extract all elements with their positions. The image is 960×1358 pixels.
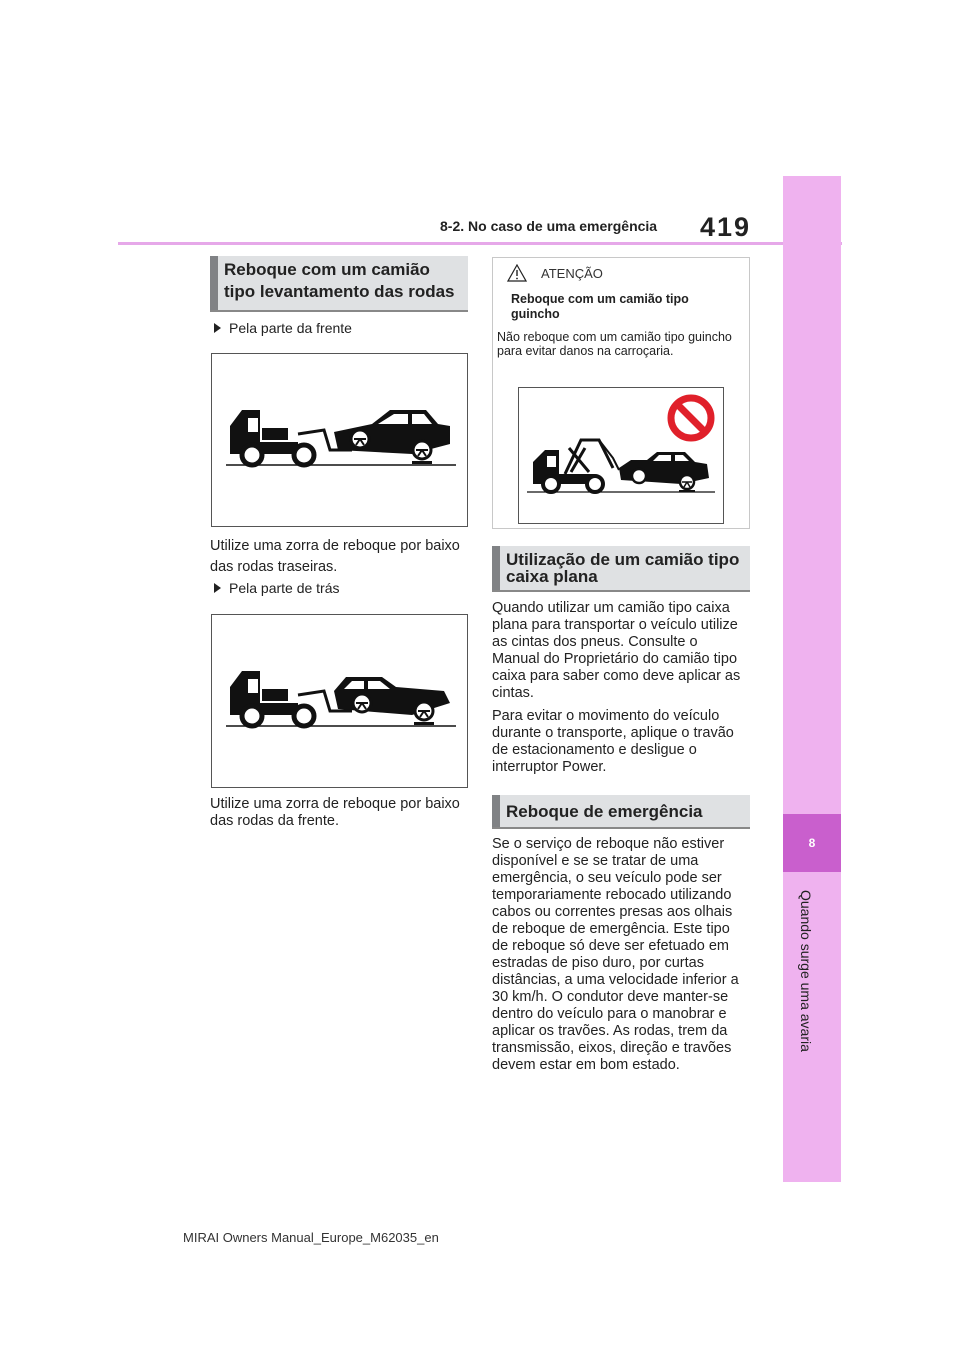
text-flatbed-paragraph-2: Para evitar o movimento do veículo durante o transporte, aplique o travão de estacionamento e desligue o interruptor Power. — [492, 708, 734, 775]
warning-title: ATENÇÃO — [541, 266, 603, 281]
figure-tow-front — [211, 353, 468, 527]
warning-text: Não reboque com um camião tipo guincho para evitar danos na carroçaria. — [497, 330, 732, 358]
text-front-instruction: Utilize uma zorra de reboque por baixo das rodas traseiras. — [210, 538, 460, 575]
heading-flatbed-text: Utilização de um camião tipo caixa plana — [506, 550, 740, 586]
sling-tow-prohibited-illustration — [519, 388, 723, 523]
bullet-front-text: Pela parte da frente — [229, 320, 352, 336]
section-reference: 8-2. No caso de uma emergência — [440, 218, 658, 234]
text-flatbed-paragraph-1: Quando utilizar um camião tipo caixa plana para transportar o veículo utilize as cintas dos pneus. Consulte o Manual do Proprietário do camião tipo caixa para saber como deve aplicar as cintas. — [492, 600, 741, 701]
heading-wheel-lift-tow-text: Reboque com um camião tipo levantamento das rodas — [224, 260, 455, 301]
heading-flatbed — [492, 546, 750, 592]
bullet-rear-text: Pela parte de trás — [229, 580, 340, 596]
page-number: 419 — [700, 212, 752, 242]
chapter-number: 8 — [783, 814, 841, 872]
figure-sling-tow — [518, 387, 724, 524]
header-rule — [118, 242, 842, 245]
text-rear-instruction: Utilize uma zorra de reboque por baixo das rodas da frente. — [210, 796, 460, 829]
triangle-bullet-icon — [214, 323, 221, 333]
heading-emergency-tow — [492, 795, 750, 829]
bullet-rear — [214, 580, 340, 596]
chapter-title-text: Quando surge uma avaria — [798, 890, 814, 1052]
text-emergency-paragraph: Se o serviço de reboque não estiver disponível e se se tratar de uma emergência, o seu veículo pode ser temporariamente rebocado utilizando cabos ou correntes presas aos olhais de reboque de emergência. Este tipo de reboque só deve ser efetuado em estradas de piso duro, por curtas distâncias, a uma velocidade inferior a 30 km/h. O condutor deve manter-se dentro do veículo para o manobrar e aplicar os travões. As rodas, trem da transmissão, eixos, direção e travões devem estar em bom estado. — [492, 836, 739, 1073]
figure-tow-rear — [211, 614, 468, 788]
heading-emergency-tow-text: Reboque de emergência — [506, 802, 703, 821]
wheel-lift-tow-front-illustration — [212, 354, 467, 526]
heading-wheel-lift-tow — [210, 256, 468, 312]
warning-subtitle: Reboque com um camião tipo guincho — [511, 292, 689, 321]
chapter-title — [786, 878, 826, 1064]
wheel-lift-tow-rear-illustration — [212, 615, 467, 787]
bullet-front — [214, 320, 352, 336]
warning-box — [492, 257, 750, 529]
triangle-bullet-icon — [214, 583, 221, 593]
footer-manual-id: MIRAI Owners Manual_Europe_M62035_en — [183, 1230, 439, 1245]
warning-triangle-icon — [507, 264, 527, 282]
